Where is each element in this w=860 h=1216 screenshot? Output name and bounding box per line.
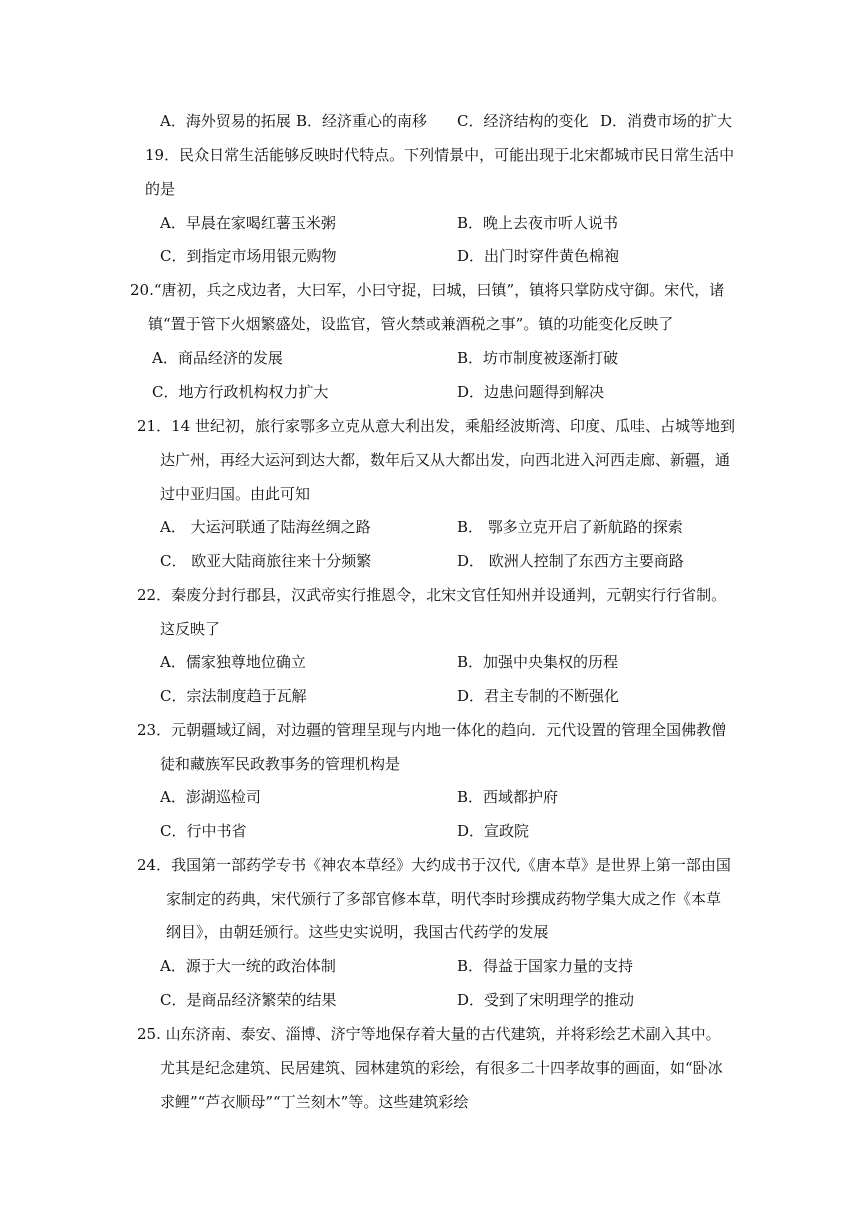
q18-option-c: C．经济结构的变化 — [457, 112, 589, 130]
q23-option-d: D．宣政院 — [457, 822, 530, 840]
q23-option-a: A．澎湖巡检司 — [160, 788, 261, 806]
q19-option-c: C．到指定市场用银元购物 — [160, 247, 337, 265]
q19-option-a: A．早晨在家喝红薯玉米粥 — [160, 214, 336, 232]
q20-stem-line-2: 镇“置于管下火烟繁盛处，设监官，管火禁或兼酒税之事”。镇的功能变化反映了 — [148, 315, 674, 333]
q21-option-b: B． 鄂多立克开启了新航路的探索 — [457, 518, 683, 536]
q20-option-a: A．商品经济的发展 — [152, 349, 283, 367]
q24-stem-line-2: 家制定的药典，宋代颁行了多部官修本草，明代李时珍撰成药物学集大成之作《本草 — [166, 890, 722, 908]
q24-option-c: C．是商品经济繁荣的结果 — [160, 991, 337, 1009]
q18-option-a: A．海外贸易的拓展 — [160, 112, 291, 130]
q20-option-c: C．地方行政机构权力扩大 — [152, 383, 329, 401]
q25-stem-line-3: 求鲤”“芦衣顺母”“丁兰刻木”等。这些建筑彩绘 — [160, 1093, 469, 1111]
q18-option-d: D．消费市场的扩大 — [600, 112, 733, 130]
q23-stem-line-2: 徒和藏族军民政教事务的管理机构是 — [160, 755, 401, 773]
q22-stem-line-2: 这反映了 — [160, 620, 221, 638]
q21-stem-line-3: 过中亚归国。由此可知 — [160, 485, 311, 503]
q23-stem-line-1: 23．元朝疆域辽阔，对边疆的管理呈现与内地一体化的趋向．元代设置的管理全国佛教僧 — [137, 721, 727, 739]
q21-option-a: A． 大运河联通了陆海丝绸之路 — [160, 518, 371, 536]
q22-option-a: A．儒家独尊地位确立 — [160, 653, 306, 671]
q24-stem-line-1: 24．我国第一部药学专书《神农本草经》大约成书于汉代,《唐本草》是世界上第一部由国 — [137, 856, 731, 874]
q25-stem-line-2: 尤其是纪念建筑、民居建筑、园林建筑的彩绘，有很多二十四孝故事的画面，如“卧冰 — [160, 1059, 723, 1077]
q23-option-c: C．行中书省 — [160, 822, 247, 840]
q25-stem-line-1: 25. 山东济南、泰安、淄博、济宁等地保存着大量的古代建筑，并将彩绘艺术副入其中。 — [137, 1025, 721, 1043]
q18-option-b: B．经济重心的南移 — [296, 112, 428, 130]
q24-stem-line-3: 纲目》，由朝廷颁行。这些史实说明，我国古代药学的发展 — [166, 923, 549, 941]
q24-option-d: D．受到了宋明理学的推动 — [457, 991, 635, 1009]
q19-option-d: D．出门时穿件黄色棉袍 — [457, 247, 620, 265]
q20-stem-line-1: 20.“唐初，兵之戍边者，大曰军，小曰守捉，曰城，曰镇”，镇将只掌防戍守御。宋代，诸 — [130, 281, 725, 299]
q21-stem-line-1: 21．14 世纪初，旅行家鄂多立克从意大利出发，乘船经波斯湾、印度、瓜哇、占城等地到 — [137, 417, 735, 435]
q22-option-d: D．君主专制的不断强化 — [457, 687, 620, 705]
q21-stem-line-2: 达广州，再经大运河到达大都，数年后又从大都出发，向西北进入河西走廊、新疆，通 — [160, 451, 731, 469]
q19-stem-line-1: 19．民众日常生活能够反映时代特点。下列情景中，可能出现于北宋都城市民日常生活中 — [145, 146, 735, 164]
q19-option-b: B．晚上去夜市听人说书 — [457, 214, 619, 232]
q22-stem-line-1: 22．秦废分封行郡县，汉武帝实行推恩令，北宋文官任知州并设通判，元朝实行行省制。 — [137, 586, 727, 604]
q20-option-d: D．边患问题得到解决 — [457, 383, 605, 401]
q21-option-c: C． 欧亚大陆商旅往来十分频繁 — [160, 552, 372, 570]
q22-option-c: C．宗法制度趋于瓦解 — [160, 687, 307, 705]
q24-option-a: A．源于大一统的政治体制 — [160, 957, 336, 975]
q21-option-d: D． 欧洲人控制了东西方主要商路 — [457, 552, 684, 570]
q20-option-b: B．坊市制度被逐渐打破 — [457, 349, 619, 367]
q23-option-b: B．西域都护府 — [457, 788, 559, 806]
q19-stem-line-2: 的是 — [145, 180, 176, 198]
q24-option-b: B．得益于国家力量的支持 — [457, 957, 634, 975]
q22-option-b: B．加强中央集权的历程 — [457, 653, 619, 671]
